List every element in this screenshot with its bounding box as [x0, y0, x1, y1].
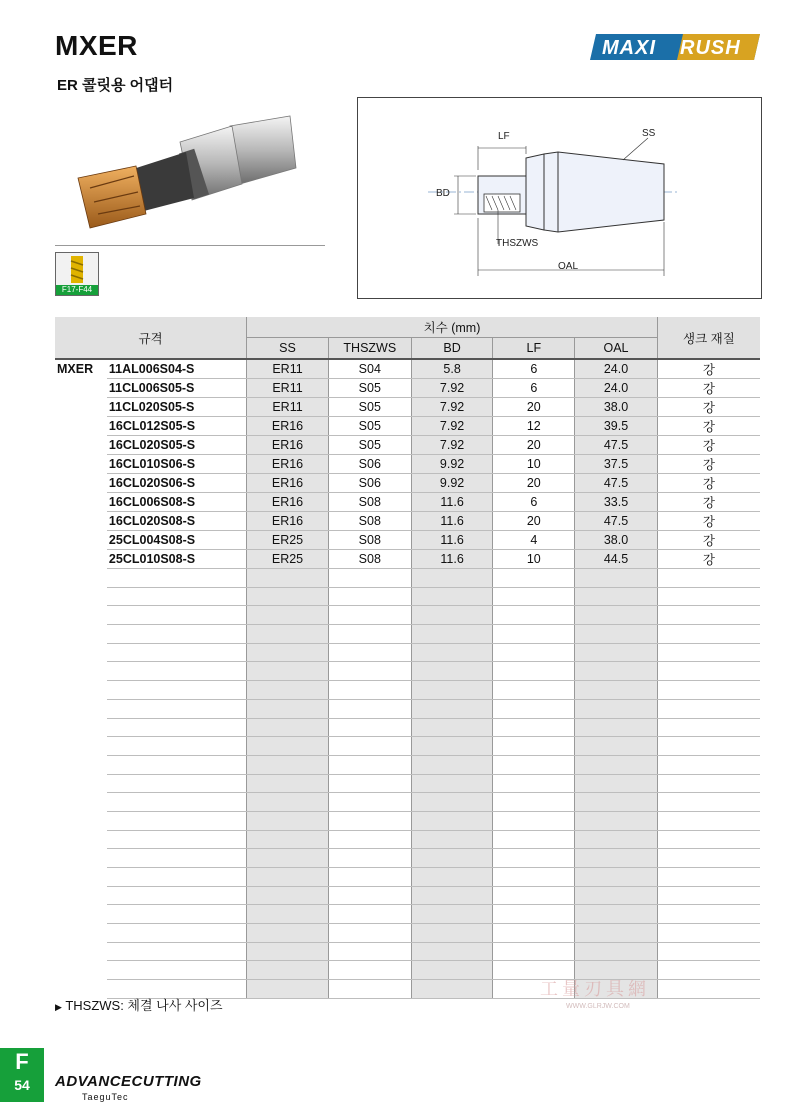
table-row — [55, 398, 760, 417]
model-cell: 16CL006S08-S — [107, 493, 247, 512]
model-cell: 16CL020S08-S — [107, 512, 247, 531]
empty-row — [55, 625, 760, 644]
empty-row — [55, 793, 760, 812]
material-cell: 강 — [657, 359, 760, 379]
model-cell: 25CL004S08-S — [107, 531, 247, 550]
model-cell: 11AL006S04-S — [107, 359, 247, 379]
ss-cell: ER16 — [247, 417, 329, 436]
ss-cell: ER16 — [247, 455, 329, 474]
table-row — [55, 493, 760, 512]
header-spec: 규격 — [55, 317, 247, 359]
ss-cell: ER11 — [247, 359, 329, 379]
series-cell — [55, 512, 107, 531]
lf-cell: 6 — [493, 493, 575, 512]
col-oal: OAL — [575, 338, 658, 360]
page-tab — [0, 1048, 44, 1102]
ss-cell: ER16 — [247, 474, 329, 493]
material-cell: 강 — [657, 493, 760, 512]
ss-cell: ER16 — [247, 436, 329, 455]
empty-row — [55, 961, 760, 980]
table-row — [55, 512, 760, 531]
lf-cell: 20 — [493, 436, 575, 455]
bd-cell: 11.6 — [411, 512, 493, 531]
model-cell: 11CL006S05-S — [107, 379, 247, 398]
material-icon — [56, 253, 98, 285]
material-cell: 강 — [657, 474, 760, 493]
grade-badge — [55, 252, 99, 296]
thszws-cell: S05 — [328, 379, 411, 398]
oal-cell: 39.5 — [575, 417, 658, 436]
table-row — [55, 436, 760, 455]
empty-row — [55, 587, 760, 606]
empty-row — [55, 924, 760, 943]
bd-cell: 7.92 — [411, 379, 493, 398]
table-row — [55, 531, 760, 550]
spec-table — [55, 317, 760, 999]
model-cell: 16CL020S06-S — [107, 474, 247, 493]
page-title: MXER — [55, 30, 138, 61]
thszws-cell: S04 — [328, 359, 411, 379]
lf-cell: 6 — [493, 359, 575, 379]
material-cell: 강 — [657, 512, 760, 531]
thszws-cell: S08 — [328, 550, 411, 569]
table-row — [55, 550, 760, 569]
empty-row — [55, 699, 760, 718]
header-material: 생크 재질 — [657, 317, 760, 359]
lf-cell: 20 — [493, 398, 575, 417]
thszws-cell: S06 — [328, 474, 411, 493]
dimension-diagram — [357, 97, 762, 299]
empty-row — [55, 737, 760, 756]
series-cell — [55, 531, 107, 550]
col-lf: LF — [493, 338, 575, 360]
bd-cell: 7.92 — [411, 398, 493, 417]
oal-cell: 24.0 — [575, 379, 658, 398]
series-cell — [55, 379, 107, 398]
lf-cell: 6 — [493, 379, 575, 398]
footnote — [55, 995, 223, 1014]
empty-row — [55, 755, 760, 774]
footnote-text: THSZWS: 체결 나사 사이즈 — [65, 998, 223, 1013]
empty-row — [55, 868, 760, 887]
thszws-cell: S05 — [328, 436, 411, 455]
table-row — [55, 359, 760, 379]
bd-cell: 5.8 — [411, 359, 493, 379]
svg-text:MAXI: MAXI — [602, 37, 656, 59]
oal-label: OAL — [558, 261, 579, 272]
series-cell — [55, 417, 107, 436]
table-row — [55, 474, 760, 493]
ss-cell: ER11 — [247, 398, 329, 417]
bd-cell: 11.6 — [411, 550, 493, 569]
empty-row — [55, 830, 760, 849]
bd-cell: 7.92 — [411, 417, 493, 436]
oal-cell: 24.0 — [575, 359, 658, 379]
material-cell: 강 — [657, 436, 760, 455]
bd-cell: 11.6 — [411, 493, 493, 512]
ss-cell: ER11 — [247, 379, 329, 398]
empty-row — [55, 718, 760, 737]
empty-row — [55, 849, 760, 868]
model-cell: 25CL010S08-S — [107, 550, 247, 569]
empty-row — [55, 681, 760, 700]
oal-cell: 38.0 — [575, 398, 658, 417]
model-cell: 16CL010S06-S — [107, 455, 247, 474]
empty-row — [55, 569, 760, 588]
material-cell: 강 — [657, 398, 760, 417]
footer-brand-sub: TaeguTec — [82, 1092, 129, 1102]
bd-label: BD — [436, 188, 450, 199]
maxirush-logo — [588, 30, 763, 64]
oal-cell: 44.5 — [575, 550, 658, 569]
ss-cell: ER16 — [247, 512, 329, 531]
ss-cell: ER16 — [247, 493, 329, 512]
empty-row — [55, 774, 760, 793]
table-row — [55, 455, 760, 474]
page-subtitle: ER 콜릿용 어댑터 — [57, 77, 174, 94]
thszws-cell: S06 — [328, 455, 411, 474]
oal-cell: 47.5 — [575, 436, 658, 455]
section-letter: F — [15, 1049, 29, 1074]
lf-cell: 12 — [493, 417, 575, 436]
page-number: 54 — [14, 1077, 30, 1093]
lf-label: LF — [498, 131, 510, 142]
oal-cell: 37.5 — [575, 455, 658, 474]
col-thszws: THSZWS — [328, 338, 411, 360]
thszws-cell: S08 — [328, 493, 411, 512]
table-body — [55, 359, 760, 998]
ss-cell: ER25 — [247, 550, 329, 569]
table-row — [55, 379, 760, 398]
series-cell — [55, 455, 107, 474]
thszws-cell: S05 — [328, 417, 411, 436]
lf-cell: 20 — [493, 512, 575, 531]
ss-cell: ER25 — [247, 531, 329, 550]
empty-row — [55, 905, 760, 924]
bd-cell: 9.92 — [411, 455, 493, 474]
col-ss: SS — [247, 338, 329, 360]
empty-row — [55, 942, 760, 961]
table-row — [55, 417, 760, 436]
thszws-label: THSZWS — [496, 238, 539, 249]
material-cell: 강 — [657, 531, 760, 550]
bd-cell: 9.92 — [411, 474, 493, 493]
bd-cell: 11.6 — [411, 531, 493, 550]
grade-label: F17-F44 — [56, 285, 98, 295]
footer-brand: ADVANCECUTTING — [55, 1073, 202, 1090]
lf-cell: 4 — [493, 531, 575, 550]
watermark: 工量刃具網 — [540, 979, 650, 999]
divider — [55, 245, 325, 246]
material-cell: 강 — [657, 455, 760, 474]
tool-photo — [60, 108, 320, 236]
thszws-cell: S08 — [328, 512, 411, 531]
series-cell — [55, 398, 107, 417]
bullet-arrow-icon: ▶ — [55, 1002, 62, 1012]
empty-row — [55, 662, 760, 681]
oal-cell: 47.5 — [575, 512, 658, 531]
series-cell — [55, 436, 107, 455]
header-dims: 치수 (mm) — [247, 317, 658, 338]
oal-cell: 47.5 — [575, 474, 658, 493]
series-cell — [55, 474, 107, 493]
oal-cell: 38.0 — [575, 531, 658, 550]
model-cell: 16CL020S05-S — [107, 436, 247, 455]
model-cell: 11CL020S05-S — [107, 398, 247, 417]
lf-cell: 10 — [493, 455, 575, 474]
thszws-cell: S08 — [328, 531, 411, 550]
model-cell: 16CL012S05-S — [107, 417, 247, 436]
empty-row — [55, 811, 760, 830]
lf-cell: 20 — [493, 474, 575, 493]
empty-row — [55, 606, 760, 625]
watermark-url: WWW.GLRJW.COM — [566, 1003, 630, 1010]
ss-label: SS — [642, 128, 656, 139]
series-cell: MXER — [57, 362, 94, 377]
material-cell: 강 — [657, 417, 760, 436]
material-cell: 강 — [657, 550, 760, 569]
thszws-cell: S05 — [328, 398, 411, 417]
svg-text:RUSH: RUSH — [680, 37, 741, 59]
empty-row — [55, 886, 760, 905]
series-cell — [55, 493, 107, 512]
bd-cell: 7.92 — [411, 436, 493, 455]
lf-cell: 10 — [493, 550, 575, 569]
oal-cell: 33.5 — [575, 493, 658, 512]
material-cell: 강 — [657, 379, 760, 398]
empty-row — [55, 643, 760, 662]
col-bd: BD — [411, 338, 493, 360]
series-cell — [55, 550, 107, 569]
